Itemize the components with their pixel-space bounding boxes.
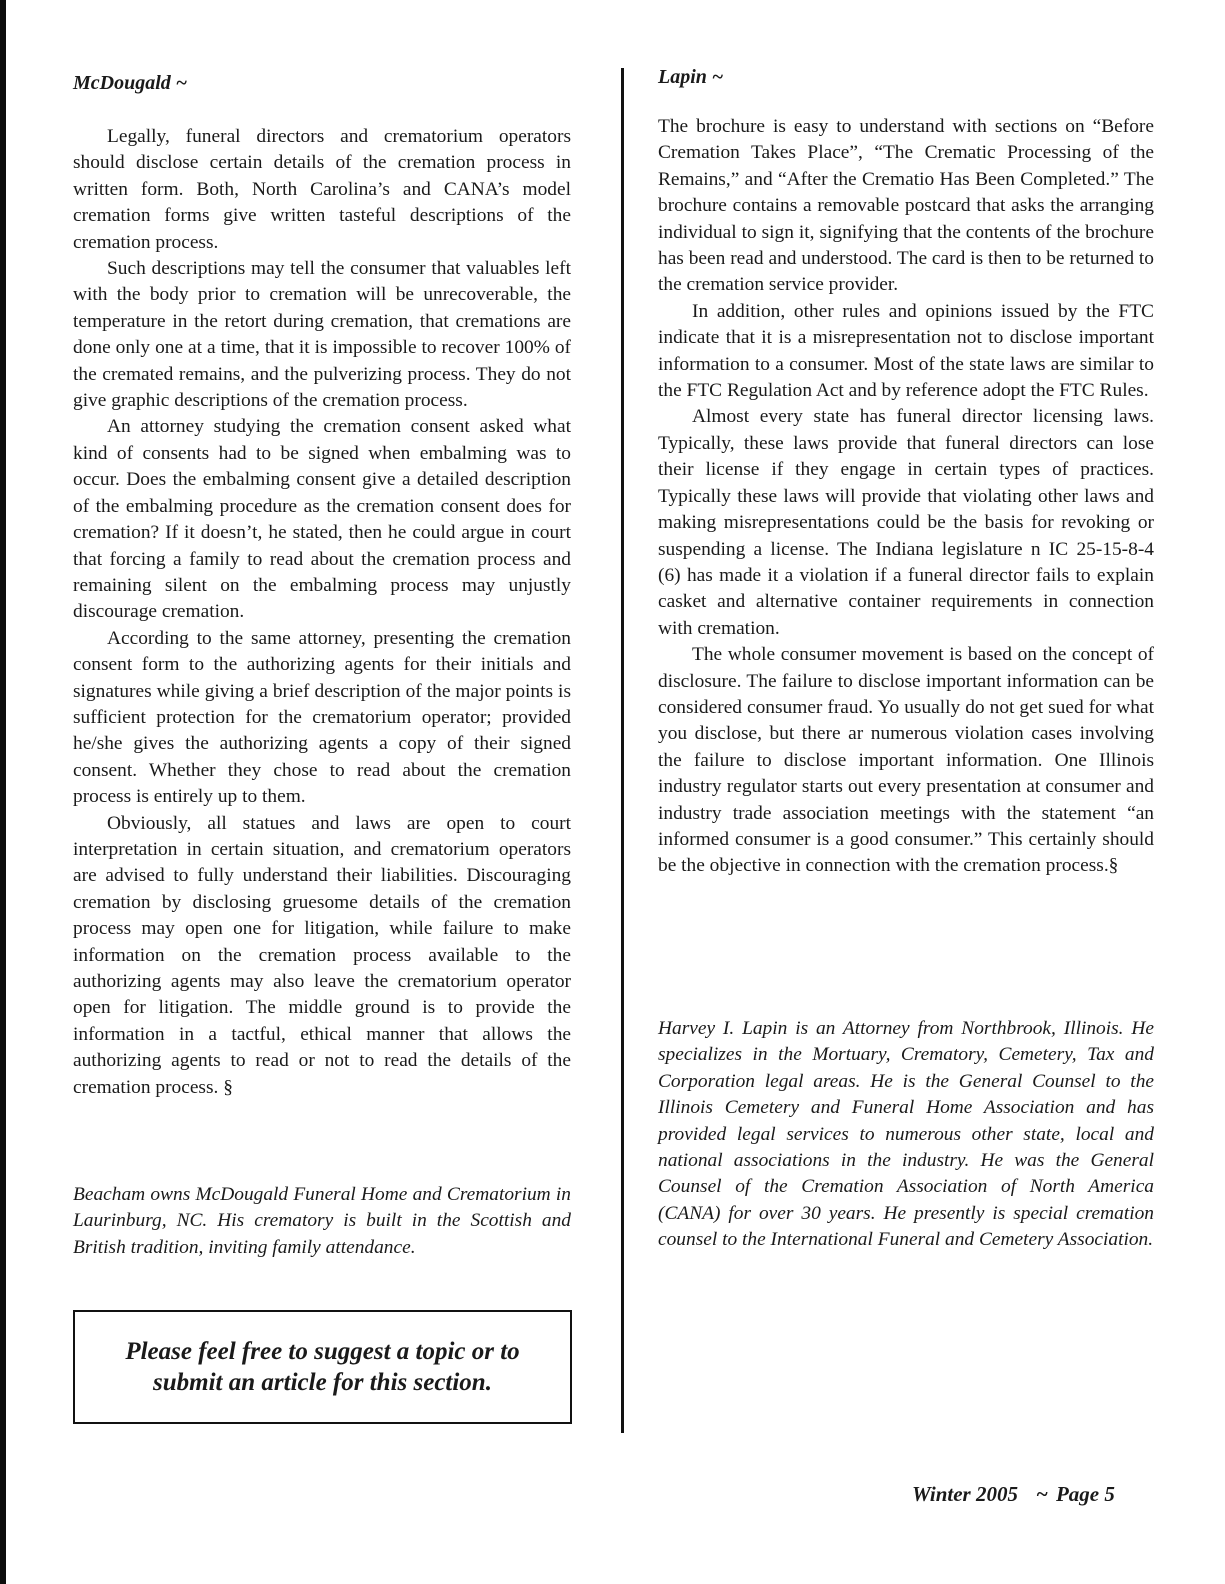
paragraph: Legally, funeral directors and crematorium operators should disclose certain details of the cremation process in written form. Both, North Carolina’s and CANA’s model cremation forms give written tasteful descriptions of the cremation process. (73, 126, 571, 253)
paragraph: An attorney studying the cremation consent asked what kind of consents had to be signed when embalming was to occur. Does the embalming consent give a detailed description of the embalming procedure as the cremation consent does for cremation? If it doesn’t, he stated, then he could argue in court that forcing a family to read about the cremation process and remaining silent on the embalming process may unjustly discourage cremation. (73, 416, 571, 623)
paragraph: Obviously, all statues and laws are open to court interpretation in certain situation, and crematorium operators are advised to fully understand their liabilities. Discouraging cremation by disclosing gruesome details of the cremation process may open one for litigation, while failure to make information on the cremation process available to the authorizing agents may also leave the crematorium operator open for litigation. The middle ground is to provide the information in a tactful, ethical manner that allows the authorizing agents to read or not to read the details of the cremation process. § (73, 812, 571, 1098)
left-column-heading: McDougald ~ (73, 72, 188, 94)
author-bio-lapin: Harvey I. Lapin is an Attorney from Northbrook, Illinois. He specializes in the Mortuary, Crematory, Cemetery, Tax and Corporation legal areas. He is the General Counsel to the Illinois Cemetery and Funeral Home Association and has provided legal services to numerous other state, local and national associations in the industry. He was the General Counsel of the Cremation Association of North America (CANA) for over 30 years. He presently is special cremation counsel to the International Funeral and Cemetery Association. (658, 1018, 1154, 1251)
paragraph: In addition, other rules and opinions issued by the FTC indicate that it is a misrepresentation not to disclose important information to a consumer. Most of the state laws are similar to the FTC Regulation Act and by reference adopt the FTC Rules. (658, 300, 1154, 402)
issue-label: Winter 2005 (912, 1482, 1018, 1506)
right-column-heading: Lapin ~ (658, 66, 724, 88)
page-footer (912, 1482, 1115, 1507)
paragraph: According to the same attorney, presenting the cremation consent form to the authorizing agents for their initials and signatures while giving a brief description of the major points is sufficient protection for the crematorium operator; provided he/she gives the authorizing agents a copy of their signed consent. Whether they chose to read about the cremation process is entirely up to them. (73, 627, 571, 808)
author-bio-mcdougald: Beacham owns McDougald Funeral Home and Crematorium in Laurinburg, NC. His crematory is built in the Scottish and British tradition, inviting family attendance. (73, 1184, 571, 1258)
paragraph: Such descriptions may tell the consumer that valuables left with the body prior to cremation will be unrecoverable, the temperature in the retort during cremation, that cremations are done only one at a time, that it is impossible to recover 100% of the cremated remains, and the pulverizing process. They do not give graphic descriptions of the cremation process. (73, 258, 571, 412)
column-divider (621, 68, 624, 1433)
right-article-body (658, 114, 1154, 880)
page-edge (0, 0, 6, 1584)
callout-text: Please feel free to suggest a topic or to submit an article for this section. (125, 1338, 520, 1396)
submission-callout-box (73, 1310, 572, 1424)
left-article-body (73, 124, 571, 1101)
paragraph: The whole consumer movement is based on the concept of disclosure. The failure to disclose important information can be considered consumer fraud. Yo usually do not get sued for what you disclose, but there ar numerous violation cases involving the failure to disclose important information. One Illinois industry regulator starts out every presentation at consumer and industry trade association meetings with the statement “an informed consumer is a good consumer.” This certainly should be the objective in connection with the cremation process.§ (658, 644, 1154, 877)
footer-separator: ~ (1035, 1482, 1048, 1506)
paragraph: The brochure is easy to understand with sections on “Before Cremation Takes Place”, “The Crematic Processing of the Remains,” and “After the Crematio Has Been Completed.” The brochure contains a removable postcard that asks the arranging individual to sign it, signifying that the contents of the brochure has been read and understood. The card is then to be returned to the cremation service provider. (658, 116, 1154, 296)
paragraph: Almost every state has funeral director licensing laws. Typically, these laws provide that funeral directors can lose their license if they engage in certain types of practices. Typically these laws will provide that violating other laws and making misrepresentations could be the basis for revoking or suspending a license. The Indiana legislature n IC 25-15-8-4 (6) has made it a violation if a funeral director fails to explain casket and alternative container requirements in connection with cremation. (658, 406, 1154, 639)
page-number: Page 5 (1055, 1482, 1115, 1506)
